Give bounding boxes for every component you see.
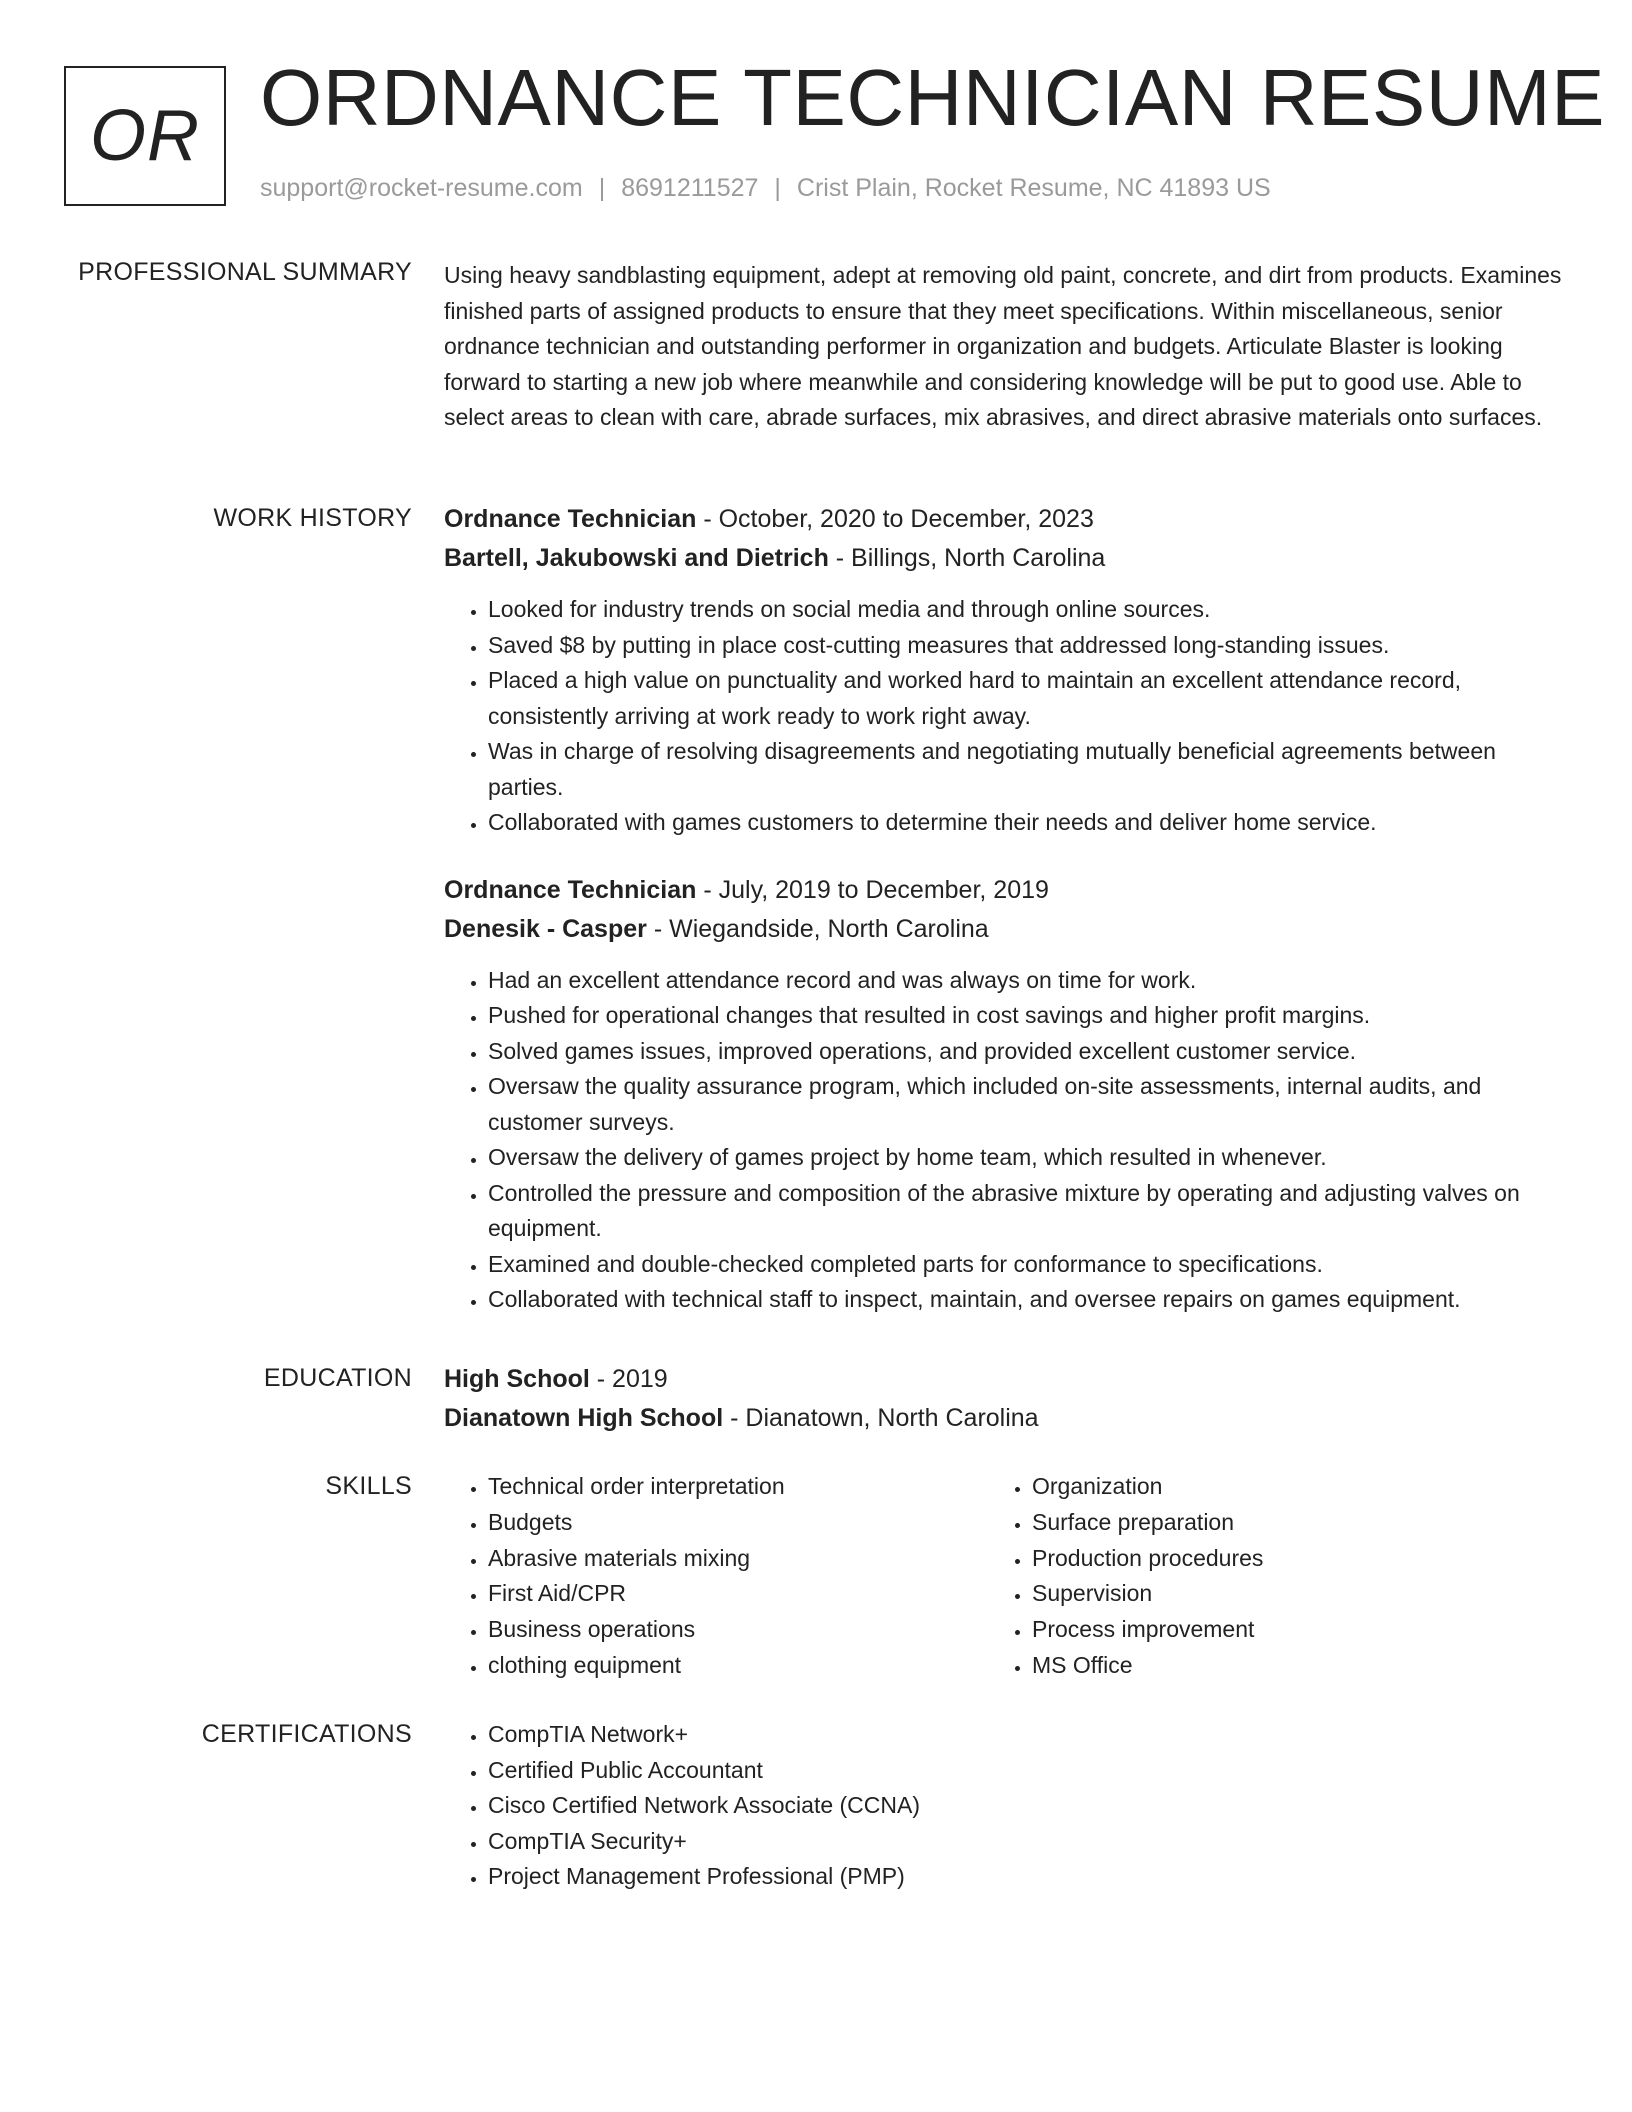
contact-address: Crist Plain, Rocket Resume, NC 41893 US (796, 174, 1271, 202)
job-company-line (444, 539, 1564, 578)
job-bullet: • Controlled the pressure and composition of the abrasive mixture by operating and adjusting valves on equipment. (488, 1176, 1564, 1247)
job-company-line (444, 910, 1564, 949)
job-bullet: • Placed a high value on punctuality and worked hard to maintain an excellent attendance record, consistently arriving at work ready to work right away. (488, 663, 1564, 734)
education-year: - 2019 (589, 1365, 668, 1393)
certification-item: • Cisco Certified Network Associate (CCNA) (488, 1788, 1564, 1824)
job-title-line (444, 871, 1564, 910)
skill-item: • Supervision (1032, 1576, 1532, 1612)
certification-item: • Project Management Professional (PMP) (488, 1859, 1564, 1895)
certifications-list (444, 1717, 1564, 1895)
education-degree-line (444, 1360, 1564, 1399)
certification-item: • Certified Public Accountant (488, 1753, 1564, 1789)
skills-body (444, 1469, 1564, 1684)
certification-item: • CompTIA Network+ (488, 1717, 1564, 1753)
job-location: - Billings, North Carolina (828, 544, 1106, 572)
job-bullet: • Saved $8 by putting in place cost-cutting measures that addressed long-standing issues. (488, 628, 1564, 664)
job-location: - Wiegandside, North Carolina (646, 914, 989, 943)
skill-item: • Technical order interpretation (488, 1469, 988, 1505)
job-bullet: • Oversaw the delivery of games project by home team, which resulted in whenever. (488, 1140, 1564, 1176)
job-dates: - October, 2020 to December, 2023 (696, 505, 1094, 533)
summary-body (444, 258, 1564, 436)
education-body (444, 1360, 1564, 1438)
resume-title: ORDNANCE TECHNICIAN RESUME (260, 53, 1605, 142)
job-title: Ordnance Technician (444, 875, 697, 904)
job-bullet: • Solved games issues, improved operations, and provided excellent customer service. (488, 1034, 1564, 1070)
job-bullet: • Collaborated with technical staff to inspect, maintain, and oversee repairs on games equipment. (488, 1282, 1564, 1318)
education-location: - Dianatown, North Carolina (723, 1404, 1039, 1432)
skill-item: • Budgets (488, 1505, 988, 1541)
contact-separator: | (598, 174, 606, 202)
skill-item: • Business operations (488, 1612, 988, 1648)
job-dates: - July, 2019 to December, 2019 (696, 875, 1049, 904)
job-bullet: • Looked for industry trends on social media and through online sources. (488, 592, 1564, 628)
contact-line (260, 174, 1271, 203)
contact-phone: 8691211527 (621, 174, 759, 202)
job-bullet: • Oversaw the quality assurance program, which included on-site assessments, internal audits, and customer surveys. (488, 1069, 1564, 1140)
job-bullet: • Was in charge of resolving disagreements and negotiating mutually beneficial agreements between parties. (488, 734, 1564, 805)
skills-list-right (988, 1469, 1532, 1684)
section-label-summary: PROFESSIONAL SUMMARY (78, 258, 412, 286)
summary-text: Using heavy sandblasting equipment, adept at removing old paint, concrete, and dirt from products. Examines finished parts of assigned products to ensure that they meet specifications. Within miscellaneous, senior ordnance technician and outstanding performer in organization and budgets. Articulate Blaster is looking forward to starting a new job where meanwhile and considering knowledge will be put to good use. Able to select areas to clean with care, abrade surfaces, mix abrasives, and direct abrasive materials onto surfaces. (444, 262, 1562, 430)
skill-item: • Production procedures (1032, 1541, 1532, 1577)
work-history-body (444, 500, 1564, 1348)
skill-item: • clothing equipment (488, 1648, 988, 1684)
skill-item: • Surface preparation (1032, 1505, 1532, 1541)
section-label-certifications: CERTIFICATIONS (201, 1720, 412, 1748)
skill-item: • Process improvement (1032, 1612, 1532, 1648)
section-label-skills: SKILLS (325, 1472, 412, 1500)
certification-item: • CompTIA Security+ (488, 1824, 1564, 1860)
section-label-work-history: WORK HISTORY (213, 504, 412, 532)
job-company: Denesik - Casper (444, 914, 647, 943)
education-school: Dianatown High School (444, 1404, 724, 1432)
education-degree: High School (444, 1365, 590, 1393)
job-bullet: • Examined and double-checked completed parts for conformance to specifications. (488, 1247, 1564, 1283)
education-school-line (444, 1399, 1564, 1438)
skill-item: • Abrasive materials mixing (488, 1541, 988, 1577)
job-bullet: • Had an excellent attendance record and was always on time for work. (488, 963, 1564, 999)
skills-grid (444, 1469, 1564, 1684)
skill-item: • MS Office (1032, 1648, 1532, 1684)
contact-separator: | (774, 174, 781, 202)
contact-email: support@rocket-resume.com (260, 174, 583, 202)
job-title: Ordnance Technician (444, 505, 697, 533)
job-company: Bartell, Jakubowski and Dietrich (444, 544, 829, 572)
monogram-logo: OR (64, 66, 226, 206)
skill-item: • Organization (1032, 1469, 1532, 1505)
skills-list-left (444, 1469, 988, 1684)
job-entry (444, 871, 1564, 1318)
job-bullets (444, 592, 1564, 841)
skill-item: • First Aid/CPR (488, 1576, 988, 1612)
certifications-body (444, 1717, 1564, 1895)
job-entry (444, 500, 1564, 841)
job-bullet: • Pushed for operational changes that resulted in cost savings and higher profit margins. (488, 998, 1564, 1034)
job-title-line (444, 500, 1564, 539)
job-bullets (444, 963, 1564, 1318)
section-label-education: EDUCATION (263, 1364, 412, 1392)
job-bullet: • Collaborated with games customers to determine their needs and deliver home service. (488, 805, 1564, 841)
